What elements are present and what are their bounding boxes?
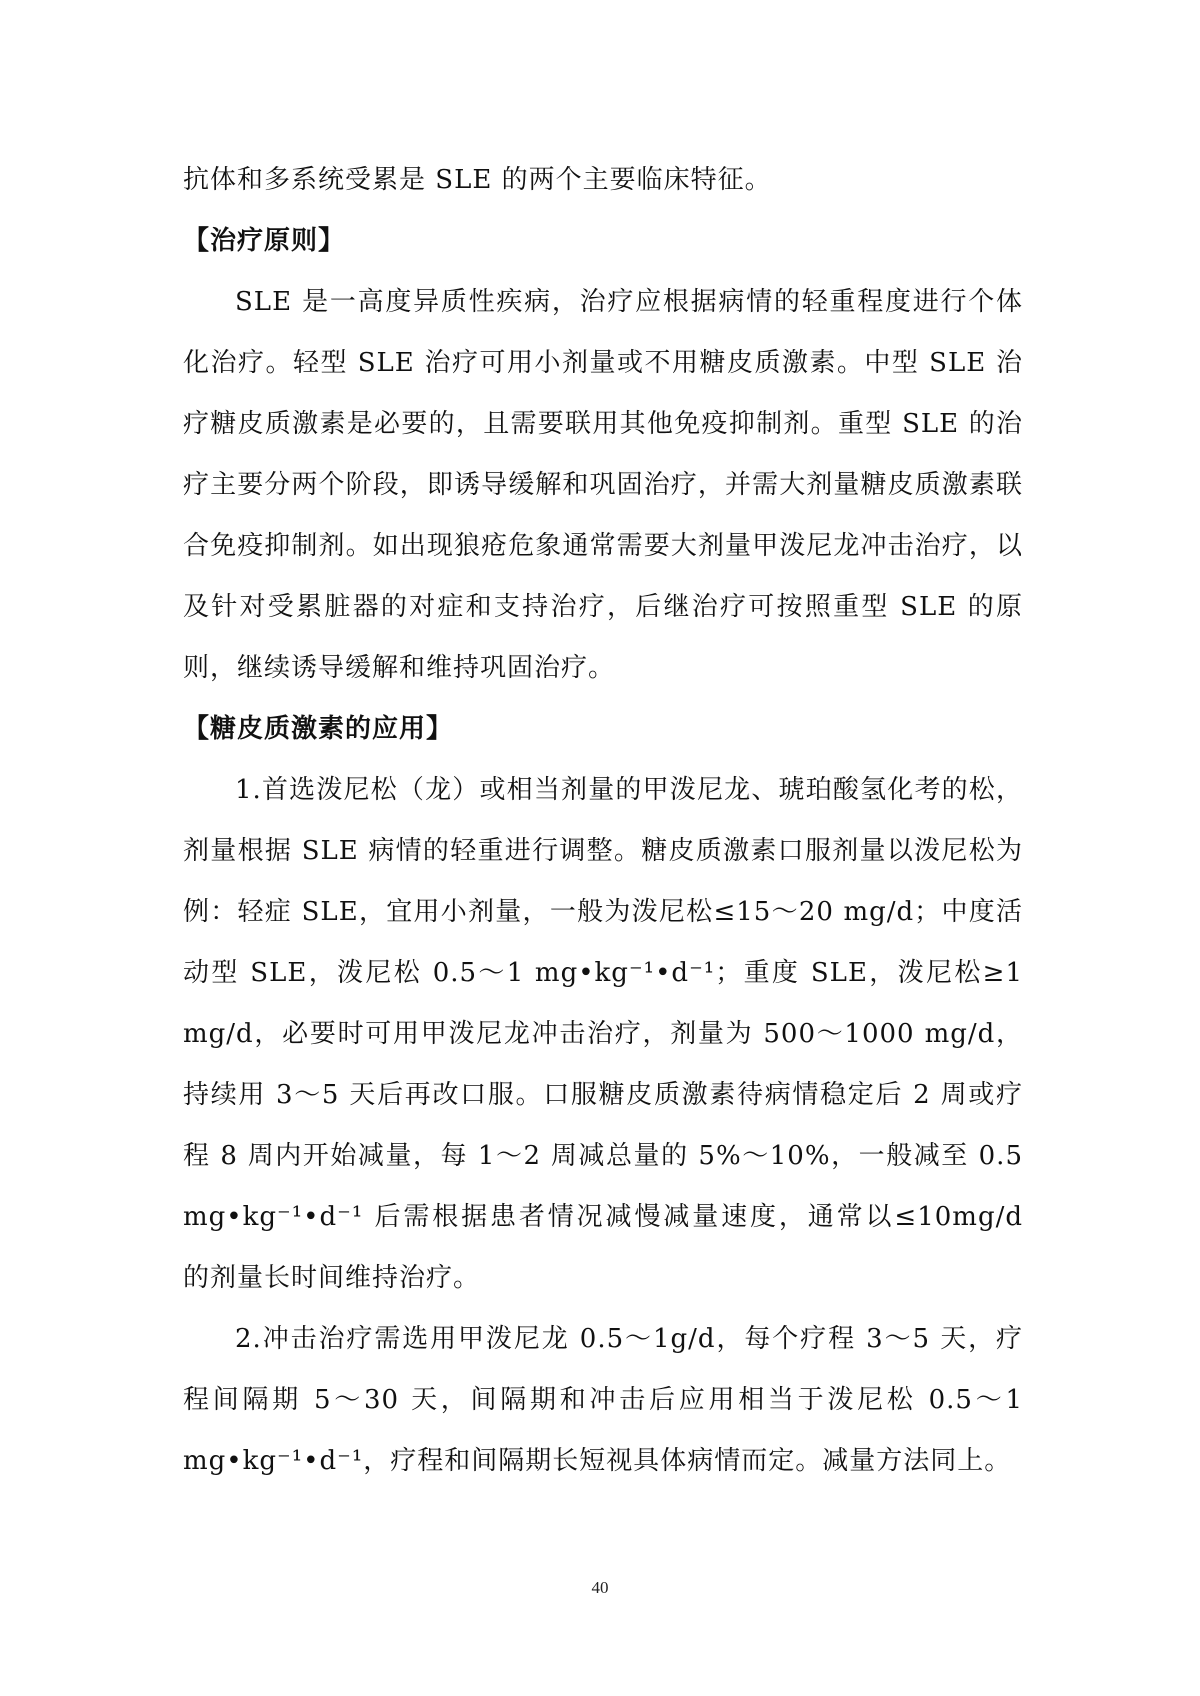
paragraph-treatment-principles: SLE 是一高度异质性疾病，治疗应根据病情的轻重程度进行个体化治疗。轻型 SLE 治疗可用小剂量或不用糖皮质激素。中型 SLE 治疗糖皮质激素是必要的，且需要联用其他免疫抑制剂。重型 SLE 的治疗主要分两个阶段，即诱导缓解和巩固治疗，并需大剂量糖皮质激素联合免疫抑制剂。如出现狼疮危象通常需要大剂量甲泼尼龙冲击治疗，以及针对受累脏器的对症和支持治疗，后继治疗可按照重型 SLE 的原则，继续诱导缓解和维持巩固治疗。: [183, 287, 1023, 683]
paragraph-intro-continuation: 抗体和多系统受累是 SLE 的两个主要临床特征。: [183, 165, 772, 195]
paragraph-glucocorticoid-item-1: 1.首选泼尼松（龙）或相当剂量的甲泼尼龙、琥珀酸氢化考的松，剂量根据 SLE 病情的轻重进行调整。糖皮质激素口服剂量以泼尼松为例：轻症 SLE，宜用小剂量，一般为泼尼松≤15～20 mg/d；中度活动型 SLE，泼尼松 0.5～1 mg•kg⁻¹•d⁻¹；重度 SLE，泼尼松≥1 mg/d，必要时可用甲泼尼龙冲击治疗，剂量为 500～1000 mg/d，持续用 3～5 天后再改口服。口服糖皮质激素待病情稳定后 2 周或疗程 8 周内开始减量，每 1～2 周减总量的 5%～10%，一般减至 0.5 mg•kg⁻¹•d⁻¹ 后需根据患者情况减慢减量速度，通常以≤10mg/d 的剂量长时间维持治疗。: [183, 775, 1023, 1293]
section-heading-glucocorticoid-use: 【糖皮质激素的应用】: [183, 714, 454, 744]
paragraph-glucocorticoid-item-2: 2.冲击治疗需选用甲泼尼龙 0.5～1g/d，每个疗程 3～5 天，疗程间隔期 5～30 天，间隔期和冲击后应用相当于泼尼松 0.5～1 mg•kg⁻¹•d⁻¹，疗程和间隔期长短视具体病情而定。减量方法同上。: [183, 1324, 1023, 1476]
section-heading-treatment-principles: 【治疗原则】: [183, 226, 346, 256]
page-number: 40: [591, 1578, 609, 1597]
document-body: [183, 150, 1023, 1492]
